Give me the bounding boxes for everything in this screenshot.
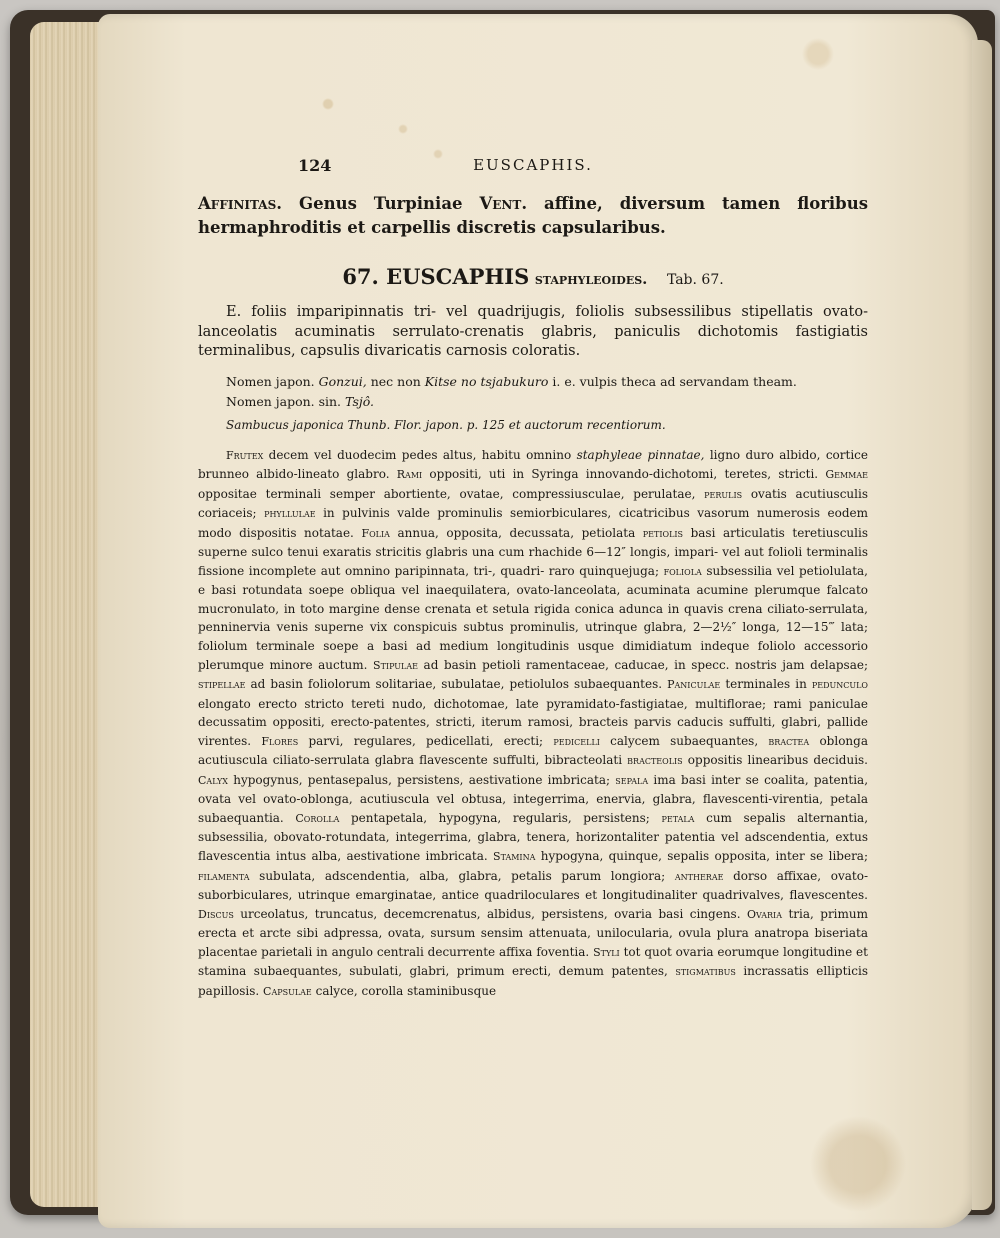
nomen-line-2 <box>226 392 868 412</box>
running-title: EUSCAPHIS. <box>473 156 593 174</box>
desc-text: parvi, regulares, pedicellati, erecti; <box>298 733 554 748</box>
synonym-line: Sambucus japonica Thunb. Flor. japon. p. 125 et auctorum recentiorum. <box>226 417 666 432</box>
nomen-line-1 <box>226 372 868 392</box>
term-pedicelli: pedicelli <box>553 734 600 748</box>
desc-text: ligno duro albido, cortice brunneo albido-lineato glabro. <box>198 447 868 482</box>
nomen1-pre: Nomen japon. <box>226 373 319 389</box>
running-head <box>198 156 868 180</box>
desc-text: tria, primum erecta et arcte sibi adpressa, ovata, sursum sensim attenuata, unilocularia, ovula plura anatropa biseriata placentae parietali in angulo centrali decurrente affixa foventia. <box>198 906 868 959</box>
term-rami: Rami <box>396 468 423 482</box>
desc-text: oppositi, uti in Syringa innovando-dichotomi, teretes, stricti. <box>422 467 826 482</box>
diagnosis-paragraph: E. foliis imparipinnatis tri- vel quadrijugis, foliolis subsessilibus stipellatis ovato-lanceolatis acuminatis serrulato-crenatis glabris, paniculis dichotomis fastigiatis terminalibus, capsulis divaricatis carnosis coloratis. <box>198 304 868 359</box>
desc-text: in pulvinis valde prominulis semiorbiculares, cicatricibus vasorum numerosis eodem modo dispositis notatae. <box>198 506 868 540</box>
desc-text: calyce, corolla staminibusque <box>311 983 497 998</box>
desc-text: incrassatis ellipticis papillosis. <box>198 964 868 998</box>
desc-text: ad basin foliolorum solitariae, subulatae, petiolulos subaequantes. <box>245 677 668 692</box>
affinitas-author: Vent. <box>479 194 528 213</box>
species-heading <box>198 264 868 289</box>
nomen1-gonzui: Gonzui, <box>318 373 367 389</box>
term-petiolis: petiolis <box>642 526 684 540</box>
vernacular-names <box>198 372 868 412</box>
facing-page-edge <box>972 40 992 1210</box>
term-petala: petala <box>661 811 695 825</box>
affinitas-label: Affinitas. <box>198 194 283 213</box>
desc-text: decem vel duodecim pedes altus, habitu omnino <box>263 447 577 462</box>
desc-text: ad basin petioli ramentaceae, caducae, in specc. nostris jam delapsae; <box>417 657 868 672</box>
term-folia: Folia <box>361 526 390 540</box>
species-number-genus: 67. EUSCAPHIS <box>342 264 530 289</box>
term-stamina: Stamina <box>493 849 536 863</box>
species-epithet: staphyleoides. <box>534 270 648 288</box>
term-ovaria: Ovaria <box>746 907 782 921</box>
desc-text: cum sepalis alternantia, subsessilia, obovato-rotundata, integerrima, glabra, tenera, horizontaliter patentia vel adscendentia, extus flavescentia intus alba, aestivatione imbricata. <box>198 810 869 863</box>
desc-text: terminales in <box>720 677 812 692</box>
desc-text: ima basi inter se coalita, patentia, ovata vel ovato-oblonga, acutiuscula vel obtusa, integerrima, enervia, glabra, flavescenti-virentia, petala subaequantia. <box>198 772 869 825</box>
desc-text: subulata, adscendentia, alba, glabra, petalis parum longiora; <box>249 868 675 883</box>
term-stigmatibus: stigmatibus <box>675 965 736 979</box>
plate-reference: Tab. 67. <box>666 272 724 288</box>
desc-text: elongato erecto stricto tereti nudo, dichotomae, late pyramidato-fastigiatae, multiflorae; rami paniculae decussatim oppositi, erecto-patentes, stricti, iterum ramosi, bracteis parvis caducis suffulti, glabri, pallide virentes. <box>198 696 868 748</box>
desc-text: ovatis acutiusculis coriaceis; <box>198 486 868 521</box>
term-corolla: Corolla <box>295 811 340 825</box>
affinitas-paragraph <box>198 192 868 240</box>
term-pedunculo: pedunculo <box>811 678 868 692</box>
term-capsulae: Capsulae <box>263 984 312 998</box>
term-perulis: perulis <box>704 487 743 501</box>
affinitas-text-a: Genus Turpiniae <box>282 194 480 213</box>
desc-text: subsessilia vel petiolulata, e basi rotundata soepe obliqua vel inaequilatera, ovato-lanceolata, acuminata acumine plerumque falcato mucronulato, in toto margine dense crenata et setula rigida conica adunca in quavis crena ciliato-serrulata, penninervia venis superne vix conspicuis subtus prominulis, utrinque glabra, 2—2½″ longa, 12—15‴ lata; foliolum terminale soepe a basi ad medium longitudinis usque dimidiatum indeque foliolo accessorio plerumque minore auctum. <box>198 563 868 672</box>
desc-text: dorso affixae, ovato-suborbiculares, utrinque emarginatae, antice quadriloculares et longitudinaliter quadrivalves, flavescentes. <box>198 868 868 903</box>
desc-text: urceolatus, truncatus, decemcrenatus, albidus, persistens, ovaria basi cingens. <box>233 906 747 921</box>
desc-italic: staphyleae pinnatae, <box>576 447 705 462</box>
desc-text: oppositae terminali semper abortiente, ovatae, compressiusculae, perulatae, <box>198 486 705 501</box>
term-phyllulae: phyllulae <box>264 507 316 521</box>
term-stipulae: Stipulae <box>373 658 418 672</box>
term-antherae: antherae <box>674 869 724 883</box>
desc-text: oppositis linearibus deciduis. <box>682 753 868 768</box>
desc-text: annua, opposita, decussata, petiolata <box>389 525 643 540</box>
desc-text: pentapetala, hypogyna, regularis, persistens; <box>339 810 662 825</box>
term-bracteolis: bracteolis <box>627 754 683 768</box>
desc-text: hypogynus, pentasepalus, persistens, aestivatione imbricata; <box>227 772 616 787</box>
term-calyx: Calyx <box>198 773 228 787</box>
term-frutex: Frutex <box>226 448 264 462</box>
desc-text: basi articulatis teretiusculis superne sulco tenui exaratis stricitis glabris una cum rhachide 6—12″ longis, impari- vel aut folioli terminalis fissione incomplete aut omnino paripinnata, tri-, quadri- raro quinquejuga; <box>198 525 868 578</box>
term-foliola: foliola <box>663 564 702 578</box>
term-bractea: bractea <box>768 734 810 748</box>
term-gemmae: Gemmae <box>825 468 868 482</box>
desc-text: calycem subaequantes, <box>599 733 769 748</box>
term-stipellae: stipellae <box>198 678 246 692</box>
term-styli: Styli <box>593 945 620 959</box>
term-filamenta: filamenta <box>198 869 250 883</box>
desc-text: tot quot ovaria eorumque longitudine et stamina subaequantes, subulati, glabri, primum erecti, demum patentes, <box>198 944 868 979</box>
nomen1-post: i. e. vulpis theca ad servandam theam. <box>548 373 797 389</box>
nomen2-tsjo: Tsjô. <box>345 393 375 409</box>
affinitas-text-b: affine, diversum tamen floribus hermaphroditis et carpellis discretis capsularibus. <box>198 194 868 237</box>
term-paniculae: Paniculae <box>667 678 721 692</box>
desc-text: hypogyna, quinque, sepalis opposita, inter se libera; <box>535 848 869 863</box>
page-text-block <box>198 156 868 1001</box>
term-discus: Discus <box>198 907 234 921</box>
term-sepala: sepala <box>615 773 649 787</box>
page-number: 124 <box>298 156 332 175</box>
term-flores: Flores <box>261 734 299 748</box>
desc-text: oblonga acutiuscula ciliato-serrulata glabra flavescente suffulti, bibracteolati <box>198 733 868 768</box>
nomen1-kitse: Kitse no tsjabukuro <box>424 373 549 389</box>
description-paragraph <box>198 446 868 1002</box>
nomen2-pre: Nomen japon. sin. <box>226 393 346 409</box>
page-stack-edges <box>30 22 100 1207</box>
nomen1-mid: nec non <box>366 373 425 389</box>
